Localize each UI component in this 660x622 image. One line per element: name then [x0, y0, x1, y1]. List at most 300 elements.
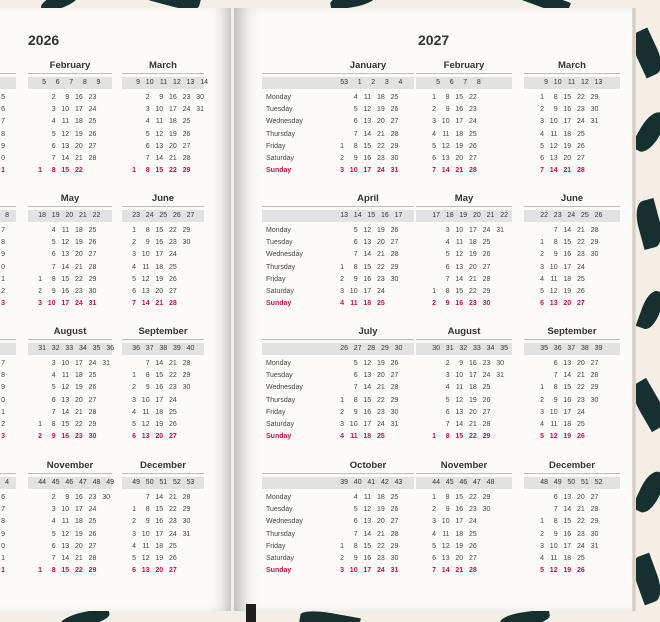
- day-cell: 30: [590, 396, 599, 404]
- day-cell: 12: [363, 506, 372, 514]
- day-cell: 9: [159, 94, 164, 101]
- day-cell: 22: [75, 421, 83, 428]
- week-number: 13: [340, 211, 348, 219]
- week-number: 7: [69, 78, 74, 86]
- day-cell: 10: [141, 530, 150, 538]
- day-cell: 28: [469, 567, 477, 575]
- day-cell: 19: [563, 142, 572, 150]
- day-cell: 19: [155, 421, 164, 428]
- day-cell: 16: [61, 288, 70, 295]
- day-cell: 10: [141, 396, 150, 404]
- day-cell: 19: [155, 555, 164, 562]
- day-cell: 30: [196, 94, 204, 101]
- day-cell: 16: [75, 94, 83, 101]
- day-cell: 26: [88, 530, 97, 538]
- day-cell: 20: [75, 542, 83, 550]
- week-number: 12: [173, 78, 181, 86]
- day-cell: 7: [51, 408, 56, 416]
- day-cell: 17: [155, 396, 164, 404]
- month-row: [0, 60, 231, 184]
- leaf-decoration: [632, 198, 660, 250]
- day-cell: 20: [155, 567, 164, 575]
- day-cell: 6: [553, 360, 558, 367]
- day-cell: 21: [377, 130, 385, 138]
- day-cell: 3: [1, 300, 5, 308]
- day-cell: 18: [169, 118, 177, 126]
- day-cell: 5: [540, 288, 544, 295]
- day-cell: 28: [88, 155, 97, 162]
- day-cell: 25: [469, 130, 477, 138]
- week-number: 47: [473, 478, 481, 486]
- day-cell: 23: [88, 494, 97, 501]
- week-number: 9: [544, 78, 548, 86]
- day-cell: 21: [75, 155, 83, 162]
- day-cell: 8: [51, 275, 56, 283]
- day-cell: 20: [577, 360, 585, 367]
- day-cell: 2: [38, 288, 42, 295]
- day-cell: 20: [377, 239, 385, 247]
- day-cell: 21: [169, 360, 177, 367]
- day-cell: 5: [1, 94, 5, 101]
- day-cell: 2: [1, 421, 5, 428]
- day-cell: 21: [75, 408, 83, 416]
- day-cell: 21: [377, 530, 385, 538]
- day-cell: 27: [482, 263, 491, 271]
- week-number: 22: [500, 211, 508, 219]
- day-cell: 23: [469, 300, 477, 308]
- day-cell: 13: [363, 518, 372, 526]
- day-cell: 13: [455, 263, 464, 271]
- day-cell: 27: [469, 155, 477, 162]
- day-cell: 22: [169, 167, 177, 175]
- day-cell: 12: [141, 421, 150, 428]
- day-cell: 15: [61, 421, 70, 428]
- day-cell: 19: [455, 142, 464, 150]
- day-cell: 8: [51, 567, 56, 575]
- day-cell: 11: [550, 130, 558, 138]
- day-cell: 23: [169, 518, 177, 526]
- day-cell: 18: [155, 408, 164, 416]
- day-cell: 5: [540, 567, 544, 575]
- day-cell: 24: [169, 396, 177, 404]
- week-number: 5: [436, 78, 440, 86]
- week-number: 17: [432, 211, 440, 219]
- week-number: 8: [476, 78, 481, 86]
- day-cell: 17: [169, 106, 177, 114]
- day-cell: 27: [88, 542, 97, 550]
- day-cell: 5: [51, 384, 56, 392]
- day-cell: 28: [590, 506, 599, 514]
- day-label: Tuesday: [266, 106, 293, 114]
- day-cell: 8: [145, 506, 150, 514]
- day-cell: 8: [1, 239, 5, 247]
- week-number: 11: [159, 78, 168, 86]
- day-cell: 13: [441, 155, 450, 162]
- month-name: February: [443, 60, 485, 71]
- day-cell: 10: [349, 167, 358, 175]
- day-cell: 7: [353, 384, 358, 392]
- day-cell: 20: [75, 142, 83, 150]
- day-cell: 16: [455, 506, 464, 514]
- day-cell: 2: [340, 555, 344, 562]
- day-cell: 1: [540, 518, 544, 526]
- week-number: 46: [459, 478, 468, 486]
- month-block: [122, 326, 204, 450]
- week-number: 2: [371, 78, 376, 86]
- day-cell: 29: [182, 506, 191, 514]
- week-number: 6: [449, 78, 454, 86]
- day-cell: 26: [88, 384, 97, 392]
- day-label: Thursday: [266, 263, 296, 271]
- day-cell: 1: [1, 555, 5, 562]
- day-cell: 29: [482, 288, 491, 295]
- day-cell: 17: [455, 118, 464, 126]
- week-number: 49: [553, 478, 562, 486]
- day-cell: 8: [553, 94, 558, 101]
- day-cell: 19: [469, 251, 477, 259]
- day-cell: 10: [141, 251, 150, 259]
- month-name: April: [357, 193, 379, 204]
- day-cell: 4: [445, 384, 450, 392]
- day-cell: 6: [445, 408, 450, 416]
- day-cell: 7: [51, 155, 56, 162]
- day-cell: 14: [155, 155, 164, 162]
- day-cell: 4: [132, 408, 136, 416]
- day-cell: 9: [445, 106, 450, 114]
- page-edges: [632, 8, 636, 611]
- month-name: December: [140, 460, 186, 471]
- day-cell: 11: [142, 542, 150, 550]
- month-name: September: [138, 326, 188, 337]
- day-label: Friday: [266, 542, 286, 550]
- week-number: 46: [65, 478, 74, 486]
- day-cell: 28: [469, 167, 477, 175]
- day-cell: 25: [169, 542, 177, 550]
- week-number: 48: [486, 478, 495, 486]
- day-cell: 27: [88, 396, 97, 404]
- day-cell: 15: [563, 518, 572, 526]
- day-cell: 14: [455, 421, 464, 428]
- day-cell: 26: [577, 567, 585, 575]
- day-cell: 13: [563, 494, 572, 501]
- day-label: Tuesday: [266, 372, 293, 380]
- week-number: 19: [459, 211, 468, 219]
- day-cell: 23: [469, 506, 477, 514]
- day-cell: 11: [350, 300, 358, 308]
- day-cell: 9: [353, 275, 358, 283]
- day-cell: 11: [142, 408, 150, 416]
- day-cell: 1: [540, 384, 544, 392]
- day-cell: 12: [141, 555, 150, 562]
- day-label: Wednesday: [266, 518, 303, 526]
- week-number: 35: [540, 344, 548, 352]
- day-cell: 8: [1, 518, 5, 526]
- day-cell: 10: [549, 542, 558, 550]
- week-number: 36: [553, 344, 562, 352]
- day-cell: 17: [75, 506, 83, 514]
- day-cell: 2: [540, 106, 544, 114]
- day-cell: 11: [442, 130, 450, 138]
- day-cell: 15: [155, 506, 164, 514]
- week-number: 16: [381, 211, 389, 219]
- day-cell: 26: [482, 396, 491, 404]
- day-cell: 21: [469, 275, 477, 283]
- day-cell: 15: [363, 142, 372, 150]
- week-number: 48: [92, 478, 101, 486]
- day-cell: 24: [577, 118, 585, 126]
- day-cell: 23: [577, 251, 585, 259]
- day-cell: 5: [145, 130, 150, 138]
- day-cell: 13: [61, 396, 70, 404]
- year-heading: 2026: [28, 32, 60, 48]
- day-cell: 1: [132, 506, 136, 514]
- day-cell: 4: [51, 118, 56, 126]
- day-cell: 8: [445, 288, 450, 295]
- day-cell: 6: [145, 142, 150, 150]
- day-cell: 13: [141, 567, 150, 575]
- leaf-decoration: [636, 288, 660, 332]
- day-cell: 28: [390, 251, 399, 259]
- month-name: September: [547, 326, 597, 337]
- day-cell: 29: [88, 567, 97, 575]
- month-name: May: [60, 193, 80, 204]
- day-cell: 26: [390, 506, 399, 514]
- week-number: 52: [173, 478, 181, 486]
- day-cell: 14: [363, 251, 372, 259]
- day-cell: 10: [61, 106, 70, 114]
- month-name: May: [454, 193, 474, 204]
- week-number: 14: [200, 78, 208, 86]
- day-cell: 24: [88, 506, 97, 514]
- week-number: 34: [79, 344, 87, 352]
- day-cell: 16: [169, 94, 177, 101]
- month-block: [122, 193, 204, 317]
- day-cell: 13: [61, 542, 70, 550]
- day-cell: 9: [553, 251, 558, 259]
- day-label: Monday: [266, 494, 291, 501]
- day-cell: 23: [577, 396, 585, 404]
- month-name: November: [46, 460, 94, 471]
- day-cell: 1: [1, 567, 5, 575]
- day-cell: 3: [445, 372, 450, 380]
- day-cell: 20: [377, 518, 385, 526]
- day-cell: 7: [445, 275, 450, 283]
- day-cell: 12: [549, 142, 558, 150]
- day-cell: 23: [169, 239, 177, 247]
- day-cell: 10: [441, 518, 450, 526]
- day-cell: 28: [482, 421, 491, 428]
- day-cell: 28: [390, 130, 399, 138]
- day-cell: 9: [459, 360, 464, 367]
- day-cell: 21: [563, 167, 572, 175]
- day-cell: 18: [469, 239, 477, 247]
- day-cell: 3: [340, 421, 344, 428]
- day-cell: 3: [432, 518, 436, 526]
- day-cell: 18: [155, 263, 164, 271]
- day-cell: 11: [550, 275, 558, 283]
- day-cell: 30: [390, 275, 399, 283]
- day-cell: 16: [563, 530, 572, 538]
- day-cell: 20: [377, 372, 385, 380]
- day-cell: 17: [563, 542, 572, 550]
- day-cell: 30: [590, 106, 599, 114]
- day-cell: 14: [141, 300, 150, 308]
- day-cell: 12: [155, 130, 164, 138]
- day-cell: 18: [563, 130, 572, 138]
- day-cell: 19: [155, 275, 164, 283]
- day-cell: 28: [182, 155, 191, 162]
- week-number: 1: [357, 78, 362, 86]
- day-cell: 16: [363, 408, 372, 416]
- day-cell: 2: [540, 530, 544, 538]
- day-cell: 22: [377, 142, 385, 150]
- day-cell: 1: [340, 263, 344, 271]
- bookmark-ribbon: [246, 604, 256, 622]
- day-cell: 2: [340, 275, 344, 283]
- day-cell: 10: [349, 421, 358, 428]
- day-cell: 19: [563, 567, 572, 575]
- day-cell: 28: [482, 275, 491, 283]
- day-cell: 29: [482, 433, 491, 441]
- month-block: [524, 460, 620, 584]
- day-cell: 5: [132, 275, 136, 283]
- month-underline: [524, 206, 620, 207]
- day-cell: 16: [155, 518, 164, 526]
- day-cell: 24: [88, 360, 97, 367]
- day-label: Friday: [266, 142, 286, 150]
- day-cell: 25: [469, 530, 477, 538]
- week-number: 44: [432, 478, 440, 486]
- day-cell: 6: [132, 433, 136, 441]
- year-heading: 2027: [418, 32, 450, 48]
- week-number: 26: [340, 344, 348, 352]
- day-cell: 31: [390, 167, 399, 175]
- day-cell: 3: [51, 360, 56, 367]
- day-cell: 31: [496, 227, 504, 234]
- left-page: [0, 8, 231, 611]
- day-cell: 31: [196, 106, 204, 114]
- day-cell: 22: [577, 239, 585, 247]
- day-cell: 12: [441, 542, 450, 550]
- day-cell: 24: [577, 263, 585, 271]
- day-cell: 27: [390, 239, 399, 247]
- day-label: Sunday: [266, 167, 292, 175]
- day-cell: 31: [88, 300, 97, 308]
- day-cell: 1: [38, 275, 42, 283]
- day-cell: 18: [75, 227, 83, 234]
- week-number: 49: [106, 478, 114, 486]
- week-number: 23: [553, 211, 562, 219]
- day-label: Saturday: [266, 288, 295, 295]
- day-cell: 27: [577, 155, 585, 162]
- day-cell: 22: [377, 263, 385, 271]
- day-cell: 9: [1, 142, 5, 150]
- day-cell: 13: [363, 118, 372, 126]
- day-cell: 26: [469, 542, 477, 550]
- day-cell: 14: [155, 360, 164, 367]
- day-cell: 30: [182, 384, 191, 392]
- week-number: 39: [594, 344, 603, 352]
- day-cell: 19: [169, 130, 177, 138]
- day-cell: 11: [61, 372, 70, 380]
- day-cell: 9: [145, 518, 150, 526]
- week-number: 24: [145, 211, 154, 219]
- month-name: February: [49, 60, 91, 71]
- day-cell: 19: [377, 227, 385, 234]
- day-cell: 9: [353, 555, 358, 562]
- day-cell: 14: [155, 494, 164, 501]
- day-cell: 16: [469, 360, 477, 367]
- week-number: 22: [540, 211, 548, 219]
- day-cell: 13: [141, 433, 150, 441]
- day-cell: 28: [577, 167, 585, 175]
- week-number: 31: [38, 344, 46, 352]
- day-cell: 22: [169, 227, 177, 234]
- day-cell: 9: [1, 530, 5, 538]
- day-cell: 12: [549, 288, 558, 295]
- day-cell: 28: [182, 494, 191, 501]
- day-cell: 24: [377, 167, 385, 175]
- day-cell: 28: [169, 300, 177, 308]
- day-cell: 3: [445, 227, 450, 234]
- day-cell: 1: [38, 167, 42, 175]
- day-cell: 12: [141, 275, 150, 283]
- day-cell: 29: [590, 384, 599, 392]
- day-cell: 6: [353, 372, 358, 380]
- day-cell: 17: [155, 251, 164, 259]
- day-cell: 21: [155, 300, 164, 308]
- day-cell: 14: [563, 227, 572, 234]
- day-cell: 4: [540, 275, 544, 283]
- day-cell: 24: [469, 118, 477, 126]
- day-cell: 18: [75, 518, 83, 526]
- week-number: 20: [473, 211, 481, 219]
- week-number: 48: [540, 478, 548, 486]
- day-cell: 29: [390, 142, 399, 150]
- day-label: Sunday: [266, 433, 292, 441]
- day-cell: 20: [155, 288, 164, 295]
- day-cell: 1: [432, 288, 436, 295]
- day-cell: 30: [88, 288, 97, 295]
- day-cell: 6: [432, 155, 436, 162]
- day-cell: 19: [563, 288, 572, 295]
- day-cell: 5: [51, 530, 56, 538]
- day-cell: 29: [182, 167, 191, 175]
- day-cell: 26: [182, 130, 191, 138]
- day-cell: 1: [540, 94, 544, 101]
- day-label: Monday: [266, 94, 291, 101]
- day-cell: 11: [363, 494, 372, 501]
- day-cell: 9: [1, 384, 5, 392]
- day-cell: 20: [469, 263, 477, 271]
- day-cell: 7: [445, 421, 450, 428]
- week-number: 33: [65, 344, 74, 352]
- day-cell: 28: [88, 263, 97, 271]
- day-cell: 15: [455, 494, 464, 501]
- day-cell: 18: [155, 542, 164, 550]
- day-cell: 5: [445, 396, 450, 404]
- day-cell: 3: [1, 433, 5, 441]
- day-label: Sunday: [266, 567, 292, 575]
- day-cell: 7: [145, 360, 150, 367]
- week-number: 5: [42, 78, 46, 86]
- day-cell: 22: [75, 567, 83, 575]
- day-cell: 1: [1, 408, 5, 416]
- day-cell: 23: [169, 384, 177, 392]
- month-underline: [122, 73, 204, 74]
- week-number: 53: [340, 78, 348, 86]
- day-cell: 20: [563, 300, 572, 308]
